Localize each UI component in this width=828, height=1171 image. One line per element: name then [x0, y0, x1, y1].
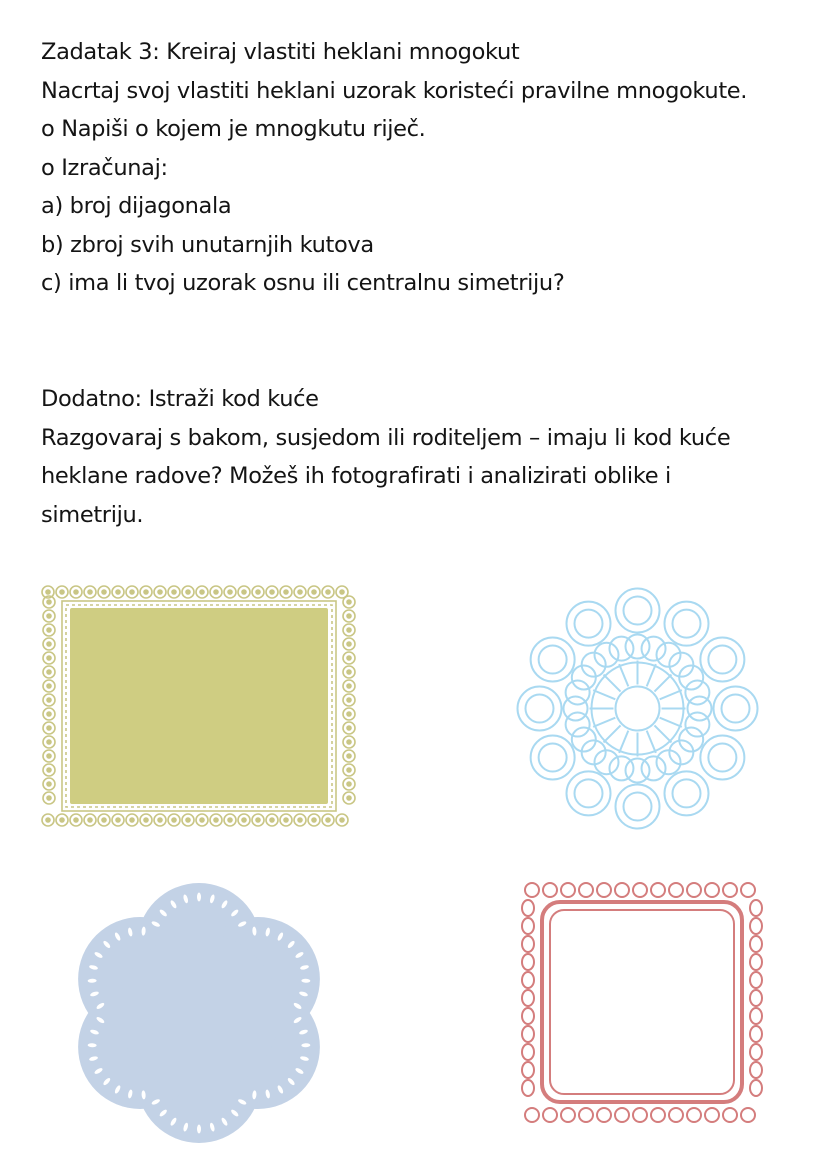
lace-scallop	[522, 918, 534, 934]
lace-dot	[88, 818, 92, 822]
lace-dot	[312, 590, 316, 594]
lace-dot	[46, 590, 50, 594]
lace-scallop	[750, 972, 762, 988]
lace-petal	[685, 680, 709, 704]
lace-scallop	[616, 785, 660, 829]
lace-scallop	[531, 638, 575, 682]
lace-scallop	[579, 883, 593, 897]
lace-dot	[172, 590, 176, 594]
lace-scallop	[522, 972, 534, 988]
lace-scallop-inner	[624, 597, 652, 625]
lace-dot	[256, 818, 260, 822]
task-sub-a: a) broj dijagonala	[41, 193, 232, 219]
lace-spoke	[660, 690, 682, 699]
lace-scallop	[741, 883, 755, 897]
lace-petal	[642, 637, 666, 661]
lace-dot	[130, 818, 134, 822]
lace-dot	[312, 818, 316, 822]
lace-dot	[47, 698, 51, 702]
lace-dot	[347, 642, 351, 646]
lace-dot	[284, 818, 288, 822]
extra-line-2: heklane radove? Možeš ih fotografirati i analizirati oblike i	[41, 463, 671, 489]
extra-title: Dodatno: Istraži kod kuće	[41, 386, 319, 412]
lace-dot	[270, 590, 274, 594]
lace-scallop	[522, 1062, 534, 1078]
lace-dot	[116, 818, 120, 822]
lace-dot	[347, 684, 351, 688]
lace-dot	[340, 590, 344, 594]
lace-scallop	[750, 900, 762, 916]
lace-scallop	[723, 1108, 737, 1122]
lace-center-ring	[616, 687, 660, 731]
task-title: Zadatak 3: Kreiraj vlastiti heklani mnogokut	[41, 39, 520, 65]
lace-dot	[47, 600, 51, 604]
lace-scallop	[567, 771, 611, 815]
lace-scallop	[750, 1044, 762, 1060]
lace-scallop	[522, 990, 534, 1006]
lace-scallop	[522, 1080, 534, 1096]
lace-scallop	[714, 687, 758, 731]
lace-scallop	[615, 883, 629, 897]
lace-spoke	[593, 690, 615, 699]
flower-perforation	[197, 893, 201, 902]
lace-spoke	[660, 718, 682, 727]
lace-scallop-inner	[526, 695, 554, 723]
lace-dot	[298, 590, 302, 594]
lace-scallop	[633, 1108, 647, 1122]
lace-scallop-inner	[722, 695, 750, 723]
lace-dot	[102, 590, 106, 594]
lace-scallop	[522, 1026, 534, 1042]
lace-dot	[340, 818, 344, 822]
lace-scallop	[669, 883, 683, 897]
lace-dot	[326, 818, 330, 822]
lace-scallop	[543, 1108, 557, 1122]
lace-dot	[47, 796, 51, 800]
lace-dot	[74, 818, 78, 822]
lace-dot	[347, 600, 351, 604]
lace-dot	[158, 590, 162, 594]
lace-spoke	[654, 675, 671, 692]
lace-dot	[47, 670, 51, 674]
lace-scallop-inner	[539, 744, 567, 772]
lace-scallop	[651, 1108, 665, 1122]
lace-spoke	[619, 731, 628, 753]
lace-dot	[214, 818, 218, 822]
lace-dot	[47, 740, 51, 744]
lace-dot	[326, 590, 330, 594]
extra-line-3: simetriju.	[41, 501, 144, 528]
lace-dot	[214, 590, 218, 594]
lace-dot	[47, 684, 51, 688]
flower-center	[119, 933, 279, 1093]
lace-dot	[347, 656, 351, 660]
task-instruction: Nacrtaj svoj vlastiti heklani uzorak koristeći pravilne mnogokute.	[41, 77, 748, 104]
lace-scallop	[665, 602, 709, 646]
lace-dot	[228, 818, 232, 822]
lace-spoke	[619, 664, 628, 686]
lace-scallop	[700, 736, 744, 780]
lace-scallop	[616, 589, 660, 633]
lace-dot	[74, 590, 78, 594]
extra-section	[41, 380, 801, 534]
lace-dot	[347, 670, 351, 674]
lace-dot	[347, 768, 351, 772]
lace-scallop	[543, 883, 557, 897]
lace-dot	[47, 782, 51, 786]
lace-dot	[102, 818, 106, 822]
lace-dot	[347, 698, 351, 702]
lace-dot	[130, 590, 134, 594]
lace-spoke	[647, 731, 656, 753]
lace-dot	[347, 782, 351, 786]
task-section	[41, 33, 801, 303]
extra-line-1: Razgovaraj s bakom, susjedom ili roditeljem – imaju li kod kuće	[41, 424, 731, 451]
square-lace-frame-icon	[518, 880, 766, 1125]
lace-petal	[685, 713, 709, 737]
lace-dot	[47, 628, 51, 632]
lace-dot	[47, 768, 51, 772]
frame-inner-border	[550, 910, 734, 1094]
lace-dot	[242, 818, 246, 822]
lace-dot	[88, 590, 92, 594]
lace-scallop	[669, 1108, 683, 1122]
lace-dot	[47, 614, 51, 618]
lace-scallop-inner	[673, 779, 701, 807]
lace-scallop	[723, 883, 737, 897]
lace-scallop	[687, 1108, 701, 1122]
lace-dot	[47, 754, 51, 758]
lace-scallop-inner	[708, 646, 736, 674]
task-sub-c: c) ima li tvoj uzorak osnu ili centralnu simetriju?	[41, 270, 565, 296]
lace-scallop-inner	[539, 646, 567, 674]
lace-scallop-inner	[708, 744, 736, 772]
frame-border	[542, 902, 742, 1102]
lace-scallop-inner	[624, 793, 652, 821]
lace-scallop	[750, 1026, 762, 1042]
lace-scallop	[522, 900, 534, 916]
lace-spoke	[647, 664, 656, 686]
lace-scallop-inner	[575, 610, 603, 638]
lace-scallop	[665, 771, 709, 815]
lace-dot	[47, 712, 51, 716]
lace-scallop	[522, 1008, 534, 1024]
lace-petal	[566, 680, 590, 704]
lace-dot	[347, 740, 351, 744]
lace-dot	[47, 726, 51, 730]
lace-dot	[172, 818, 176, 822]
lace-scallop	[750, 1080, 762, 1096]
lace-petal	[609, 756, 633, 780]
lace-scallop	[750, 918, 762, 934]
lace-dot	[186, 818, 190, 822]
lace-scallop-inner	[575, 779, 603, 807]
lace-scallop	[561, 883, 575, 897]
lace-dot	[60, 818, 64, 822]
lace-dot	[200, 590, 204, 594]
lace-dot	[186, 590, 190, 594]
lace-dot	[256, 590, 260, 594]
lace-scallop	[615, 1108, 629, 1122]
lace-dot	[200, 818, 204, 822]
lace-dot	[46, 818, 50, 822]
lace-scallop	[700, 638, 744, 682]
lace-scallop	[522, 936, 534, 952]
lace-scallop	[525, 1108, 539, 1122]
lace-scallop	[633, 883, 647, 897]
lace-scallop	[522, 1044, 534, 1060]
flower-shaped-doily-icon	[66, 880, 332, 1146]
lace-scallop	[597, 1108, 611, 1122]
lace-dot	[116, 590, 120, 594]
lace-dot	[347, 614, 351, 618]
lace-scallop	[518, 687, 562, 731]
lace-scallop	[522, 954, 534, 970]
lace-scallop	[525, 883, 539, 897]
lace-dot	[47, 656, 51, 660]
lace-spoke	[593, 718, 615, 727]
lace-scallop	[567, 602, 611, 646]
lace-scallop	[750, 990, 762, 1006]
lace-scallop-inner	[673, 610, 701, 638]
lace-dot	[270, 818, 274, 822]
lace-spoke	[604, 675, 621, 692]
lace-dot	[242, 590, 246, 594]
task-item-polygon-name: o Napiši o kojem je mnogkutu riječ.	[41, 116, 426, 142]
lace-dot	[347, 796, 351, 800]
lace-dot	[60, 590, 64, 594]
lace-scallop	[705, 1108, 719, 1122]
lace-dot	[347, 726, 351, 730]
lace-dot	[144, 590, 148, 594]
lace-scallop	[750, 1062, 762, 1078]
lace-scallop	[750, 954, 762, 970]
olive-doily-fill	[70, 608, 328, 804]
lace-scallop	[651, 883, 665, 897]
lace-spoke	[654, 725, 671, 742]
task-sub-b: b) zbroj svih unutarnjih kutova	[41, 231, 374, 258]
rectangular-lace-doily-icon	[40, 582, 358, 830]
lace-scallop	[531, 736, 575, 780]
lace-scallop	[741, 1108, 755, 1122]
lace-scallop	[579, 1108, 593, 1122]
lace-dot	[298, 818, 302, 822]
task-item-calculate: o Izračunaj:	[41, 154, 168, 181]
lace-scallop	[597, 883, 611, 897]
flower-perforation	[197, 1125, 201, 1134]
lace-scallop	[561, 1108, 575, 1122]
lace-scallop	[750, 936, 762, 952]
lace-spoke	[604, 725, 621, 742]
lace-dot	[347, 628, 351, 632]
lace-dot	[347, 754, 351, 758]
lace-dot	[347, 712, 351, 716]
lace-scallop	[705, 883, 719, 897]
lace-dot	[228, 590, 232, 594]
lace-dot	[158, 818, 162, 822]
lace-dot	[284, 590, 288, 594]
round-lace-doily-icon	[515, 586, 760, 831]
lace-scallop	[750, 1008, 762, 1024]
lace-dot	[47, 642, 51, 646]
lace-scallop	[687, 883, 701, 897]
lace-dot	[144, 818, 148, 822]
